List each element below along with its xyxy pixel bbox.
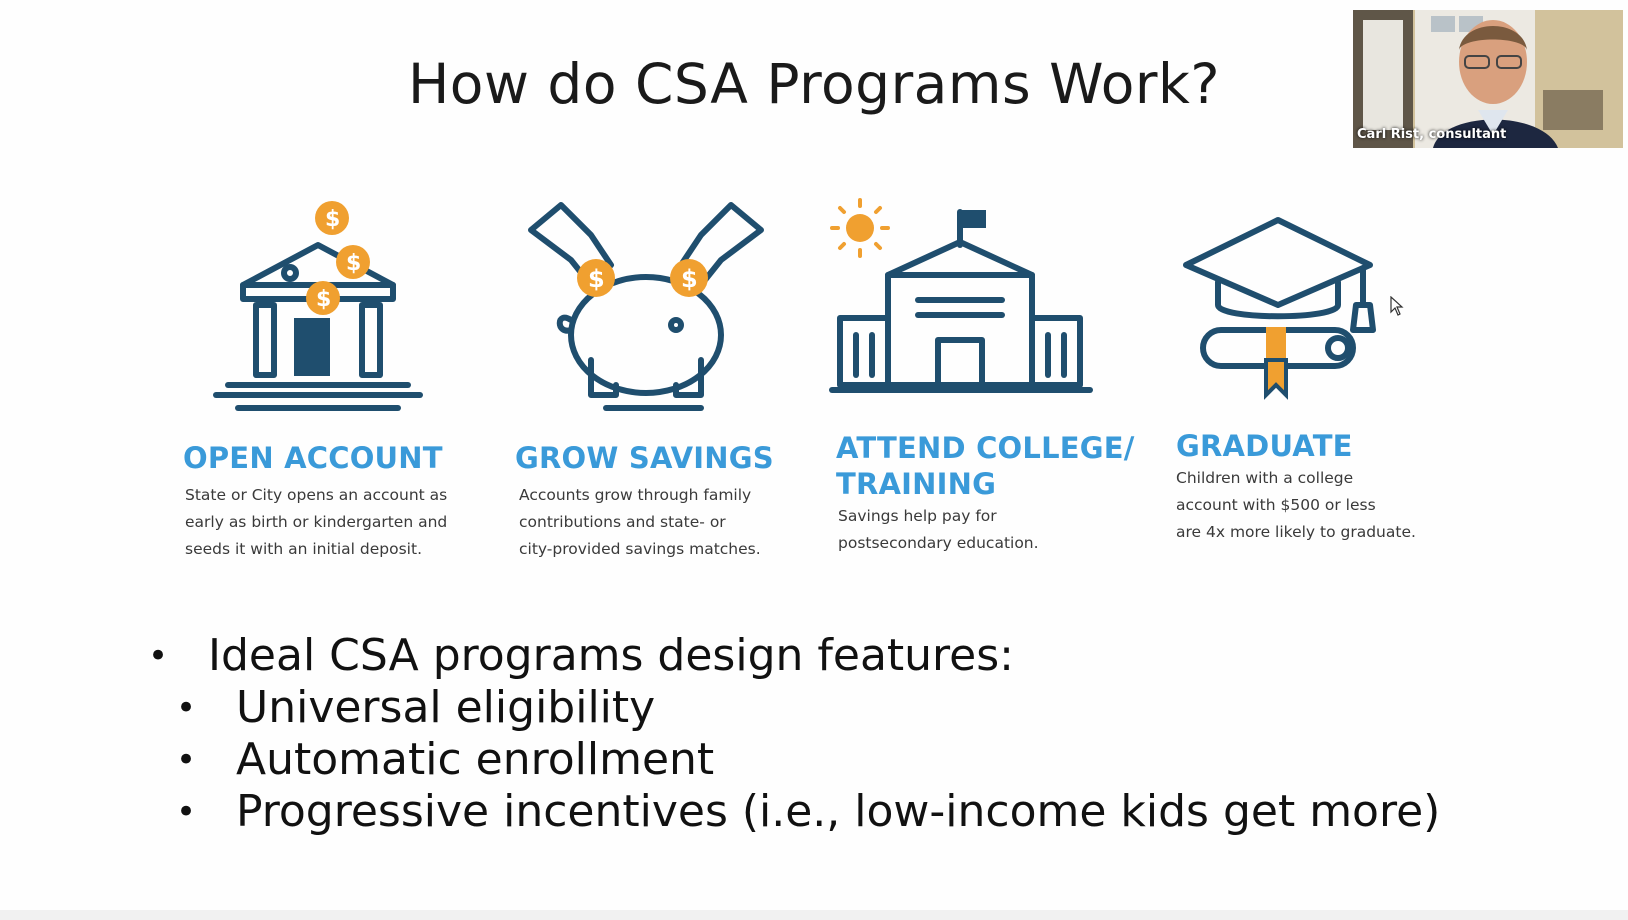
bullet-marker: • [176,688,197,728]
piggy-bank-icon [521,190,771,420]
step-heading: ATTEND COLLEGE/ TRAINING [836,431,1135,501]
bullet-text: Universal eligibility [236,682,656,733]
bank-icon [198,190,438,420]
svg-text:$: $ [316,287,332,312]
svg-text:$: $ [588,265,605,293]
step-description: Accounts grow through family contributions and state- or city-provided savings matches. [519,486,761,558]
bullet-marker: • [176,740,197,780]
step-description: Savings help pay for postsecondary education. [838,507,1039,552]
svg-text:$: $ [325,207,341,232]
step-heading: GRADUATE [1176,429,1353,463]
college-icon [828,190,1098,410]
step-description: State or City opens an account as early as birth or kindergarten and seeds it with an initial deposit. [185,486,448,558]
slide-title: How do CSA Programs Work? [407,52,1221,116]
bullet-text: Progressive incentives (i.e., low-income kids get more) [236,786,1441,837]
bullet-text: Automatic enrollment [236,734,715,785]
svg-text:$: $ [681,265,698,293]
step-heading: OPEN ACCOUNT [183,441,443,475]
graduation-cap-icon [1178,190,1388,410]
bullet-marker: • [176,792,197,832]
svg-text:$: $ [346,251,362,276]
step-heading: GROW SAVINGS [515,441,774,475]
webcam-video-tile[interactable] [1353,10,1623,148]
step-description: Children with a college account with $500 or less are 4x more likely to graduate. [1176,469,1416,541]
bottom-strip [0,910,1628,920]
participant-name-label: Carl Rist, consultant [1357,127,1507,142]
mouse-cursor-icon [1390,296,1404,316]
bullet-marker: • [148,636,169,676]
bullet-text: Ideal CSA programs design features: [208,630,1014,681]
